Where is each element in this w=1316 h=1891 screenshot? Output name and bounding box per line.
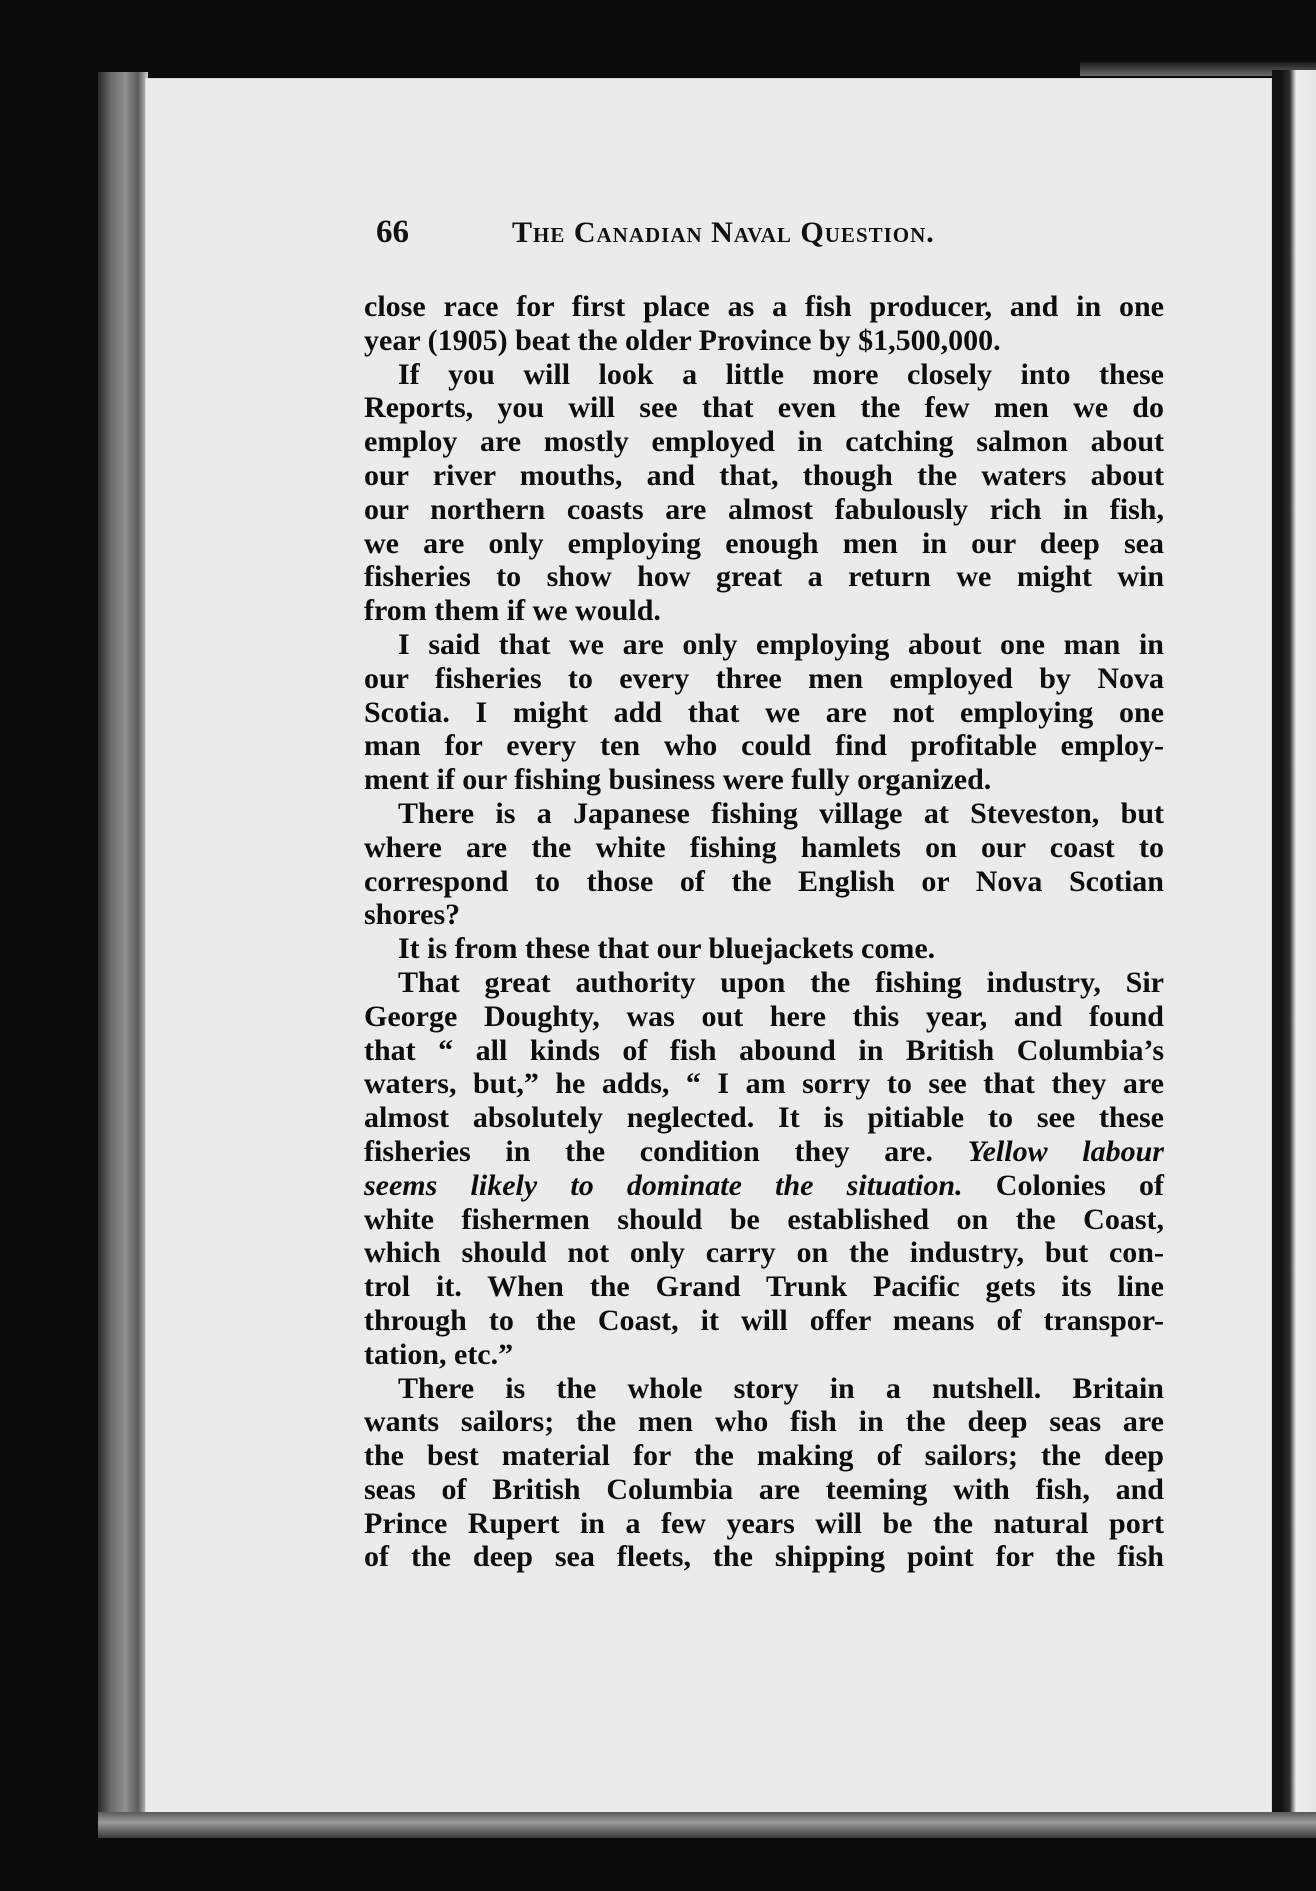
line-text: through to the Coast, it will offer means of transpor- (364, 1303, 1164, 1337)
line-text: our fisheries to every three men employed by Nova (364, 661, 1164, 695)
line-text: our river mouths, and that, though the waters about (364, 458, 1164, 492)
line-text: There is a Japanese fishing village at Steveston, but (398, 796, 1164, 830)
line-text: year (1905) beat the older Province by $1,500,000. (364, 323, 1001, 357)
text-line (364, 493, 1164, 527)
page-number: 66 (376, 214, 409, 250)
line-text: correspond to those of the English or Nova Scotian (364, 864, 1164, 898)
body-text (364, 290, 1164, 1574)
text-line (364, 459, 1164, 493)
line-text: That great authority upon the fishing industry, Sir (398, 965, 1164, 999)
text-line (364, 865, 1164, 899)
text-line (364, 1034, 1164, 1068)
text-line (364, 1101, 1164, 1135)
line-text: fisheries to show how great a return we might win (364, 560, 1164, 594)
text-line (364, 1405, 1164, 1439)
line-text: If you will look a little more closely into these (398, 357, 1164, 391)
line-text: tation, etc.” (364, 1337, 514, 1371)
line-text: from them if we would. (364, 594, 661, 628)
italic-text: seems likely to dominate the situation. (364, 1168, 963, 1202)
line-text: almost absolutely neglected. It is pitiable to see these (364, 1101, 1164, 1135)
line-text: Reports, you will see that even the few men we do (364, 391, 1164, 425)
line-text: I said that we are only employing about one man in (398, 627, 1164, 661)
text-line (364, 831, 1164, 865)
line-text: that “ all kinds of fish abound in British Columbia’s (364, 1033, 1164, 1067)
text-line (364, 1304, 1164, 1338)
line-text: waters, but,” he adds, “ I am sorry to see that they are (364, 1067, 1164, 1101)
line-text: our northern coasts are almost fabulously rich in fish, (364, 492, 1164, 526)
line-text: white fishermen should be established on the Coast, (364, 1202, 1164, 1236)
line-text: Prince Rupert in a few years will be the natural port (364, 1506, 1164, 1540)
italic-text: Yellow labour (967, 1134, 1164, 1168)
text-line (364, 729, 1164, 763)
text-line (364, 1236, 1164, 1270)
text-line (364, 696, 1164, 730)
text-line (364, 1067, 1164, 1101)
line-text: wants sailors; the men who fish in the deep seas are (364, 1405, 1164, 1439)
line-text: ment if our fishing business were fully organized. (364, 763, 992, 797)
text-line (364, 358, 1164, 392)
text-line (364, 628, 1164, 662)
line-text: of the deep sea fleets, the shipping point for the fish (364, 1540, 1164, 1574)
line-text: we are only employing enough men in our deep sea (364, 526, 1164, 560)
line-text: the best material for the making of sailors; the deep (364, 1439, 1164, 1473)
line-text: Colonies of (995, 1168, 1165, 1202)
text-line (364, 662, 1164, 696)
text-line (364, 594, 1164, 628)
text-line (364, 1203, 1164, 1237)
text-line (364, 797, 1164, 831)
text-line (364, 1473, 1164, 1507)
line-text: There is the whole story in a nutshell. Britain (398, 1371, 1164, 1405)
line-text: It is from these that our bluejackets come. (398, 932, 936, 966)
text-line (364, 1270, 1164, 1304)
line-text: man for every ten who could find profitable employ- (364, 729, 1164, 763)
book-bottom-edge (98, 1812, 1316, 1838)
text-line (364, 1169, 1164, 1203)
line-text: George Doughty, was out here this year, and found (364, 999, 1164, 1033)
line-text: Scotia. I might add that we are not employing one (364, 695, 1164, 729)
text-line (364, 391, 1164, 425)
text-line (364, 527, 1164, 561)
line-text: fisheries in the condition they are. (364, 1134, 933, 1168)
line-text: seas of British Columbia are teeming with fish, and (364, 1472, 1164, 1506)
page-header (376, 214, 1036, 264)
text-line (364, 560, 1164, 594)
running-title: The Canadian Naval Question. (512, 216, 935, 249)
text-line (364, 1135, 1164, 1169)
text-line (364, 1372, 1164, 1406)
text-line (364, 290, 1164, 324)
text-line (364, 1540, 1164, 1574)
text-line (364, 898, 1164, 932)
text-line (364, 1338, 1164, 1372)
text-line (364, 966, 1164, 1000)
text-line (364, 1439, 1164, 1473)
line-text: close race for first place as a fish producer, and in one (364, 290, 1164, 323)
line-text: employ are mostly employed in catching salmon about (364, 425, 1164, 459)
line-text: shores? (364, 898, 461, 932)
text-line (364, 425, 1164, 459)
line-text: trol it. When the Grand Trunk Pacific gets its line (364, 1270, 1164, 1304)
text-line (364, 763, 1164, 797)
book-right-edge (1272, 70, 1316, 1830)
text-line (364, 932, 1164, 966)
line-text: which should not only carry on the industry, but con- (364, 1236, 1164, 1270)
book-spine (98, 72, 148, 1812)
text-line (364, 1507, 1164, 1541)
line-text: where are the white fishing hamlets on our coast to (364, 830, 1164, 864)
text-line (364, 324, 1164, 358)
text-line (364, 1000, 1164, 1034)
